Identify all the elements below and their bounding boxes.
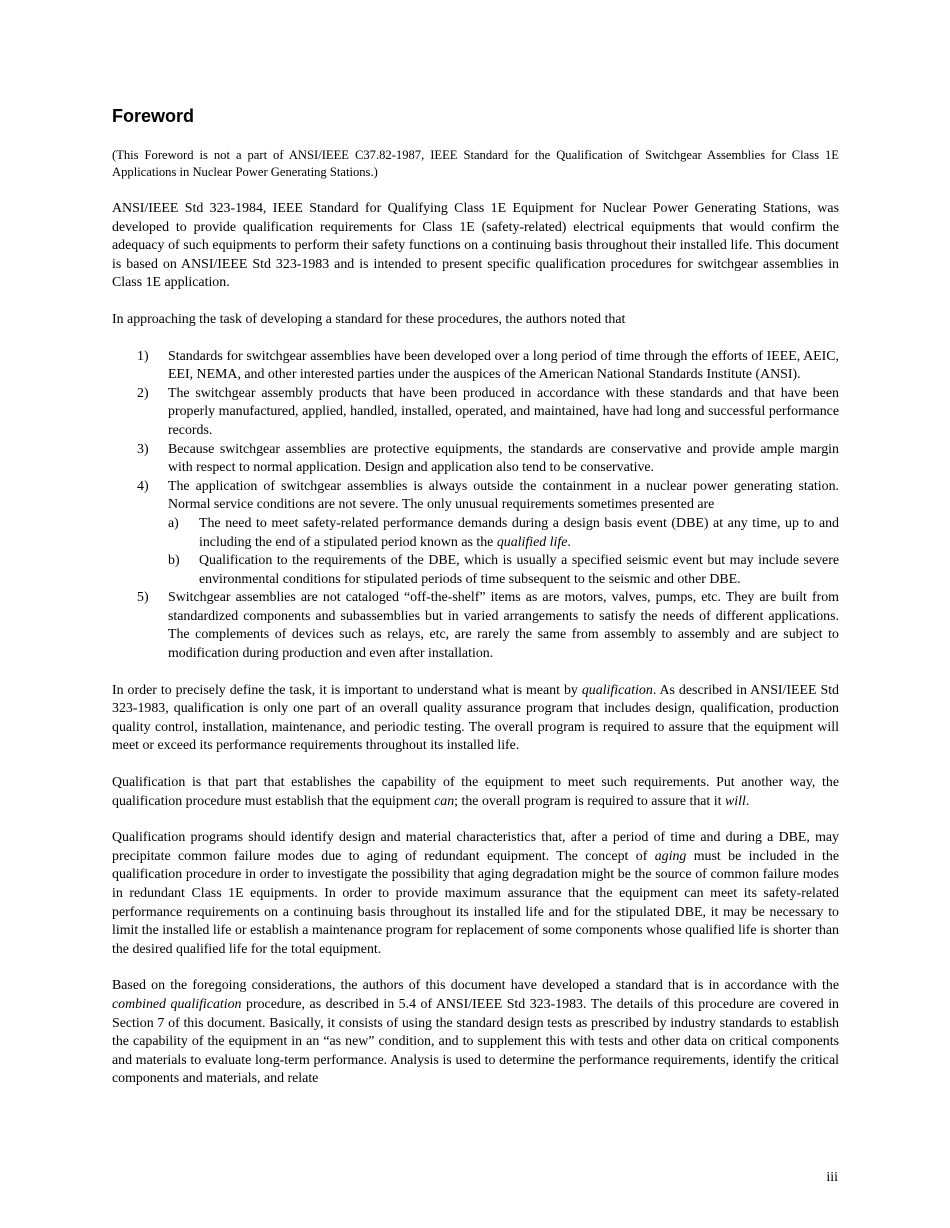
list-item	[112, 348, 839, 385]
sublist-item-text: The need to meet safety-related performance demands during a design basis event (DBE) at any time, up to and including the end of a stipulated period known as the	[199, 515, 839, 550]
paragraph-6-text-end: procedure, as described in 5.4 of ANSI/IEEE Std 323-1983. The details of this procedure are covered in Section 7 of this document. Basically, it consists of using the standard design tests as prescribed by industry standards to establish the capability of the equipment in an “as new” condition, and to supplement this with tests and other data on critical components and materials to evaluate long-term performance. Analysis is used to determine the performance requirements, identify the critical components and materials, and relate	[112, 996, 839, 1087]
list-item-number: 2)	[137, 385, 149, 401]
list-item-number: 4)	[137, 478, 149, 494]
sublist-item-letter: a)	[168, 515, 179, 531]
paragraph-3-text-end: . As described in ANSI/IEEE Std 323-1983, qualification is only one part of an overall quality assurance program that includes design, qualification, production quality control, installation, maintenance, and periodic testing. The overall program is required to assure that the equipment will meet or exceed its performance requirements throughout its installed life.	[112, 682, 840, 754]
paragraph-3	[112, 682, 839, 756]
list-item-number: 3)	[137, 441, 149, 457]
foreword-disclaimer: (This Foreword is not a part of ANSI/IEEE C37.82-1987, IEEE Standard for the Qualification of Switchgear Assemblies for Class 1E Applications in Nuclear Power Generating Stations.)	[112, 148, 839, 179]
list-item	[112, 478, 839, 590]
sublist-item	[168, 552, 839, 589]
emphasis-will: will	[724, 793, 746, 809]
sublist-item-text: Qualification to the requirements of the DBE, which is usually a specified seismic event but may include severe environmental conditions for stipulated periods of time subsequent to the seismic and other DBE.	[199, 553, 839, 587]
paragraph-4	[112, 774, 839, 811]
list-item-text: Because switchgear assemblies are protective equipments, the standards are conservative and provide ample margin with respect to normal application. Design and application also tend to be conservative.	[168, 441, 839, 476]
list-item-text: The application of switchgear assemblies is always outside the containment in a nuclear power generating station. Normal service conditions are not severe. The only unusual requirements sometimes presented are	[168, 478, 839, 513]
list-item-number: 1)	[137, 348, 149, 364]
list-item	[112, 441, 839, 478]
emphasis-qualified-life: qualified life	[496, 534, 568, 550]
list-item-text: Switchgear assemblies are not cataloged “off-the-shelf” items as are motors, valves, pumps, etc. They are built from standardized components and subassemblies but in varied arrangements to satisfy the needs of different applications. The complements of devices such as relays, etc, are rarely the same from assembly to assembly and are subject to modification during production and even after installation.	[168, 590, 839, 662]
lettered-sublist	[168, 515, 839, 589]
page-title: Foreword	[112, 106, 195, 126]
paragraph-4-text-end: .	[745, 793, 750, 809]
paragraph-6	[112, 977, 839, 1089]
list-item-text: The switchgear assembly products that have been produced in accordance with these standards and that have been properly manufactured, applied, handled, installed, operated, and maintained, have had long and successful performance records.	[168, 385, 839, 438]
paragraph-6-text: Based on the foregoing considerations, the authors of this document have developed a standard that is in accordance with the	[112, 978, 839, 994]
list-item-number: 5)	[137, 590, 149, 606]
sublist-item	[168, 515, 839, 552]
page-number: iii	[826, 1170, 838, 1185]
sublist-item-letter: b)	[168, 553, 180, 569]
list-item	[112, 385, 839, 441]
paragraph-4-text-middle: ; the overall program is required to assure that it	[454, 793, 725, 809]
emphasis-can: can	[434, 793, 455, 809]
emphasis-combined-qualification: combined qualification	[112, 996, 242, 1012]
paragraph-5-text-end: must be included in the qualification procedure in order to investigate the possibility that aging degradation might be the source of common failure modes in redundant Class 1E equipments. In order to provide maximum assurance that the equipment can meet its safety-related performance requirements on a continuing basis throughout its installed life and for the stipulated DBE, it may be necessary to limit the installed life or establish a maintenance program for replacement of some components whose qualified life is shorter than the desired qualified life for the total equipment.	[112, 848, 840, 957]
paragraph-1: ANSI/IEEE Std 323-1984, IEEE Standard for Qualifying Class 1E Equipment for Nuclear Power Generating Stations, was developed to provide qualification requirements for Class 1E (safety-related) electrical equipments that would confirm the adequacy of such equipments to perform their safety functions on a continuing basis throughout their installed life. This document is based on ANSI/IEEE Std 323-1983 and is intended to present specific qualification procedures for switchgear assemblies in Class 1E application.	[112, 201, 839, 291]
list-item	[112, 589, 839, 663]
sublist-item-text-end: .	[567, 534, 571, 550]
paragraph-2: In approaching the task of developing a standard for these procedures, the authors noted that	[112, 311, 626, 327]
numbered-list	[112, 348, 839, 664]
document-page	[112, 104, 839, 1107]
emphasis-qualification: qualification	[581, 682, 653, 698]
paragraph-3-text: In order to precisely define the task, it is important to understand what is meant by	[112, 682, 582, 698]
paragraph-5	[112, 829, 839, 959]
list-item-text: Standards for switchgear assemblies have been developed over a long period of time through the efforts of IEEE, AEIC, EEI, NEMA, and other interested parties under the auspices of the American National Standards Institute (ANSI).	[168, 348, 839, 383]
emphasis-aging: aging	[654, 848, 687, 864]
paragraph-5-text: Qualification programs should identify design and material characteristics that, after a period of time and during a DBE, may precipitate common failure modes due to aging of redundant equipment. The concept of	[112, 830, 839, 864]
paragraph-4-text: Qualification is that part that establishes the capability of the equipment to meet such requirements. Put another way, the qualification procedure must establish that the equipment	[112, 775, 839, 809]
